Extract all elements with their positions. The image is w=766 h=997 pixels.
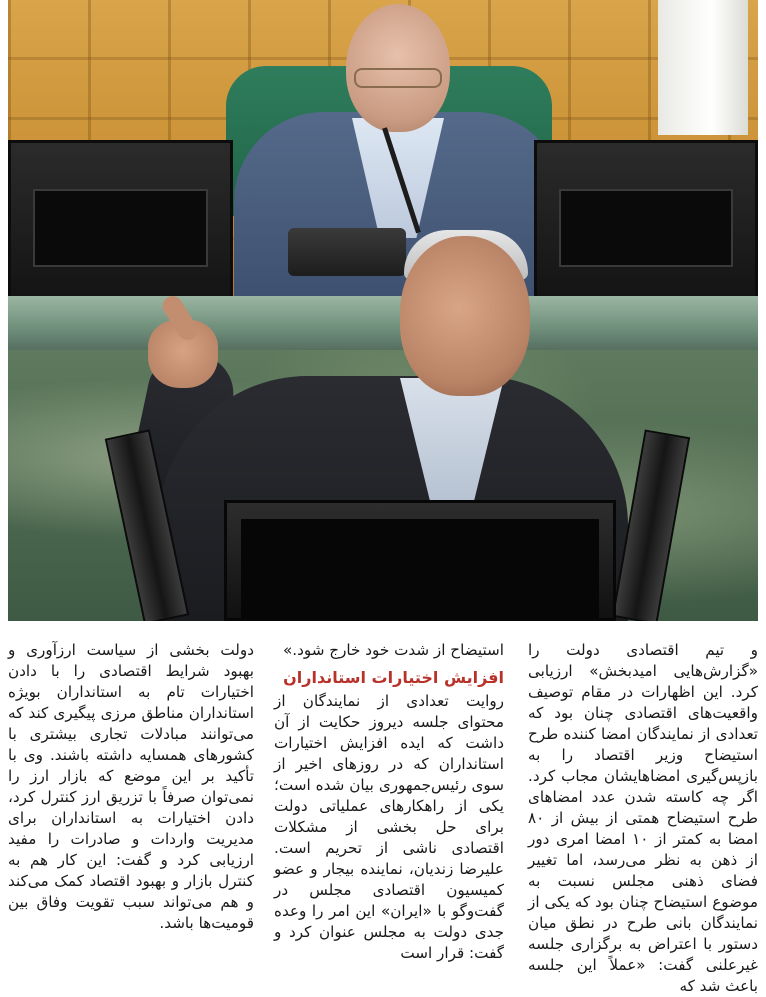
photo-monitor-right <box>534 140 758 300</box>
article-photo <box>8 0 758 621</box>
photo-ledge <box>8 296 758 350</box>
photo-flag <box>658 0 748 135</box>
column-right <box>528 640 758 997</box>
column-left <box>8 640 254 934</box>
column-middle <box>274 640 504 964</box>
photo-monitor-left <box>8 140 233 300</box>
article-columns <box>0 640 766 995</box>
photo-desk-phone <box>288 228 406 276</box>
subheading: افزایش اختیارات استانداران <box>283 668 504 687</box>
photo-speaker-head <box>400 236 530 396</box>
column-left-text: دولت بخشی از سیاست ارزآوری و بهبود شرایط اقتصادی را با دادن اختیارات تام به استانداران بویژه استانداران مناطق مرزی پیگیری کند که می‌توانند مبادلات تجاری بیشتری با کشورهای همسایه داشته باشند. وی با تأکید بر این موضع که بازار ارز را نمی‌توان صرفاً با تزریق ارز کنترل کرد، دادن اختیارات به استانداران برای مدیریت واردات و صادرات را مفید ارزیابی کرد و گفت: این کار هم به کنترل بازار و بهبود اقتصاد کمک می‌کند و هم می‌تواند سبب تقویت وفاق بین قومیت‌ها باشد. <box>8 641 254 932</box>
column-right-text: و تیم اقتصادی دولت را «گزارش‌هایی امیدبخش» ارزیابی کرد. این اظهارات در مقام توصیف واقعیت‌های اقتصادی چنان بود که تعدادی از نمایندگان امضا کننده طرح استیضاح وزیر اقتصاد را به بازپس‌گیری امضاهایشان مجاب کرد. اگر چه کاسته شدن عدد امضاهای طرح استیضاح همتی از بیش از ۸۰ امضا به کمتر از ۱۰ امضا امری دور از ذهن به نظر می‌رسد، اما تغییر فضای ذهنی مجلس نسبت به موضوع استیضاح چنان بود که یکی از نمایندگان بانی طرح در نطق میان دستور با اعتراض به برگزاری جلسه غیرعلنی گفت: «عملاً این جلسه باعث شد که <box>528 641 758 995</box>
column-middle-text: روایت تعدادی از نمایندگان از محتوای جلسه دیروز حکایت از آن داشت که ایده افزایش اختیارات استانداران که در روزهای اخیر از سوی رئیس‌جمهوری بیان شده است؛ یکی از راهکارهای عملیاتی دولت برای حل بخشی از مشکلات اقتصادی ناشی از تحریم است. علیرضا زندیان، نماینده بیجار و عضو کمیسیون اقتصادی مجلس در گفت‌وگو با «ایران» این امر را وعده جدی دولت به مجلس عنوان کرد و گفت: قرار است <box>274 692 504 962</box>
photo-presiding-glasses <box>354 68 442 88</box>
column-middle-lead: استیضاح از شدت خود خارج شود.» <box>282 641 504 659</box>
photo-lectern-monitor <box>224 500 616 621</box>
